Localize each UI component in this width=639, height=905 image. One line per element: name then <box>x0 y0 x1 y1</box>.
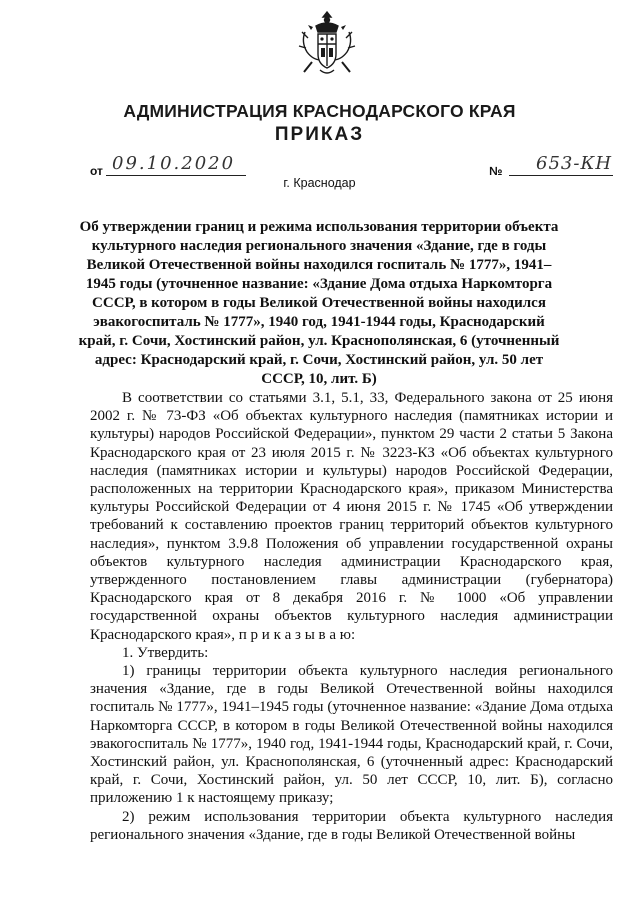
document-title: Об утверждении границ и режима использования территории объекта культурного наследия регионального значения «Здание, где в годы Великой Отечественной войны находился госпиталь № 1777», 1941–1945 годы (уточненное название: «Здание Дома отдыха Наркомторга СССР, в котором в годы Великой Отечественной войны находился эвакогоспиталь № 1777», 1940 год, 1941-1944 годы, Краснодарский край, г. Сочи, Хостинский район, ул. Краснополянская, 6 (уточненный адрес: Краснодарский край, г. Сочи, Хостинский район, ул. 50 лет СССР, 10, лит. Б) <box>78 219 560 387</box>
item-1-1-paragraph: 1) границы территории объекта культурного наследия регионального значения «Здание, где в годы Великой Отечественной войны находился госпиталь № 1777», 1941–1945 годы (уточненное название: «Здание Дома отдыха Наркомторга СССР, в котором в годы Великой Отечественной войны находился эвакогоспиталь № 1777», 1940 год, 1941-1944 годы, Краснодарский край, г. Сочи, Хостинский район, ул. Краснополянская, 6 (уточненный адрес: Краснодарский край, г. Сочи, Хостинский район, ул. 50 лет СССР, 10, лит. Б), согласно приложению 1 к настоящему приказу; <box>90 663 613 807</box>
document-body <box>90 389 613 844</box>
handwritten-number: 653-КН <box>536 153 613 174</box>
organization-name: АДМИНИСТРАЦИЯ КРАСНОДАРСКОГО КРАЯ <box>123 101 516 121</box>
date-label: от <box>90 164 103 178</box>
coat-of-arms-emblem <box>296 8 358 80</box>
city-label: г. Краснодар <box>283 176 356 190</box>
preamble-paragraph: В соответствии со статьями 3.1, 5.1, 33, Федерального закона от 25 июня 2002 г. № 73-ФЗ «Об объектах культурного наследия (памятниках истории и культуры) народов Российской Федерации», пунктом 29 части 2 статьи 5 Закона Краснодарского края от 23 июля 2015 г. № 3223-КЗ «Об объектах культурного наследия (памятниках истории и культуры) народов Российской Федерации, расположенных на территории Краснодарского края», приказом Министерства культуры Российской Федерации от 4 июня 2015 г. № 1745 «Об утверждении требований к составлению проектов границ территорий объектов культурного наследия», пунктом 3.9.8 Положения об управлении государственной охраны объектов культурного наследия администрации Краснодарского края, утвержденного постановлением главы администрации (губернатора) Краснодарского края от 8 декабря 2016 г. № 1000 «Об управлении государственной охраны объектов культурного наследия администрации Краснодарского края», п р и к а з ы в а ю: <box>90 390 613 643</box>
document-type: ПРИКАЗ <box>274 124 365 145</box>
number-label: № <box>489 164 503 178</box>
item-1-2-paragraph: 2) режим использования территории объекта культурного наследия регионального значения «Здание, где в годы Великой Отечественной войны <box>90 808 613 843</box>
handwritten-date: 09.10.2020 <box>112 153 236 174</box>
item-1-paragraph: 1. Утвердить: <box>122 644 209 661</box>
